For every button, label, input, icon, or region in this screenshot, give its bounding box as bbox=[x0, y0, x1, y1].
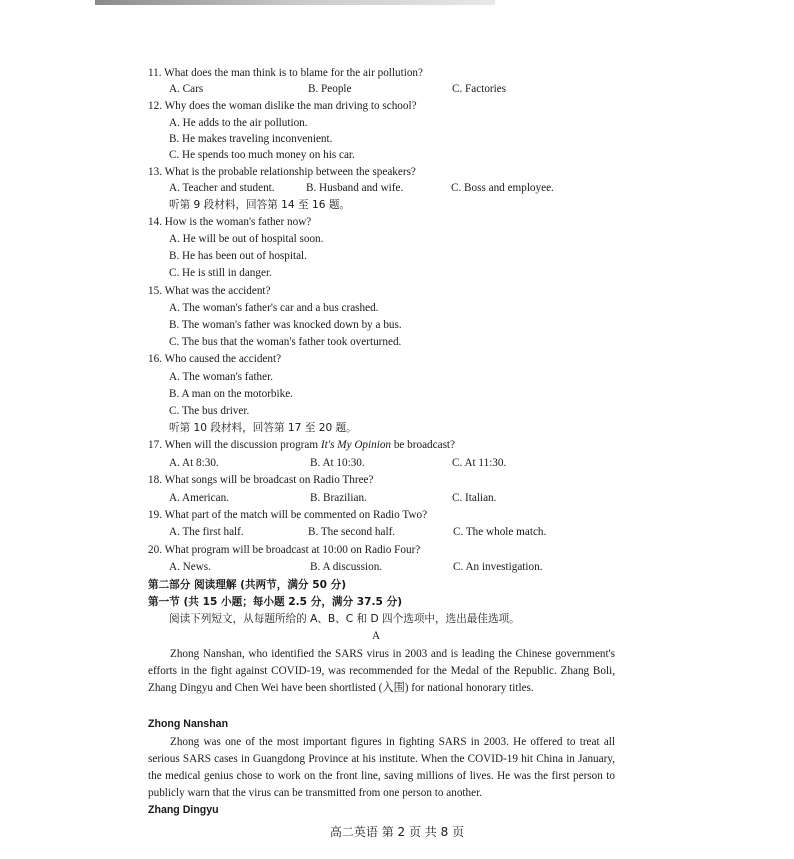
subheading-zhang-dingyu: Zhang Dingyu bbox=[148, 804, 219, 816]
q16-option-c: C. The bus driver. bbox=[169, 405, 250, 417]
q16-option-a: A. The woman's father. bbox=[169, 371, 274, 383]
q11-option-c: C. Factories bbox=[452, 83, 507, 95]
question-16: 16. Who caused the accident? bbox=[148, 353, 282, 365]
question-19: 19. What part of the match will be commented on Radio Two? bbox=[148, 509, 428, 521]
q17-option-c: C. At 11:30. bbox=[452, 457, 507, 469]
q14-option-a: A. He will be out of hospital soon. bbox=[169, 233, 324, 245]
q17-option-b: B. At 10:30. bbox=[310, 457, 365, 469]
q11-option-a: A. Cars bbox=[169, 83, 204, 95]
q11-option-b: B. People bbox=[308, 83, 352, 95]
q12-option-a: A. He adds to the air pollution. bbox=[169, 117, 308, 129]
q18-option-c: C. Italian. bbox=[452, 492, 497, 504]
passage-intro: Zhong Nanshan, who identified the SARS virus in 2003 and is leading the Chinese government's efforts in the fight against COVID-19, was recommended for the Medal of the Republic. Zhang Boli, Zhang Dingyu and Chen Wei have been shortlisted (入围) for national honorary titles. bbox=[148, 648, 615, 694]
q13-option-a: A. Teacher and student. bbox=[169, 182, 275, 194]
q16-option-b: B. A man on the motorbike. bbox=[169, 388, 293, 400]
program-title: It's My Opinion bbox=[320, 439, 392, 451]
page-footer: 高二英语 第 2 页 共 8 页 bbox=[329, 825, 465, 839]
question-15: 15. What was the accident? bbox=[148, 285, 271, 297]
question-20: 20. What program will be broadcast at 10:00 on Radio Four? bbox=[148, 544, 421, 556]
q15-option-a: A. The woman's father's car and a bus crashed. bbox=[169, 302, 379, 314]
q12-option-c: C. He spends too much money on his car. bbox=[169, 149, 355, 161]
subheading-zhong-nanshan: Zhong Nanshan bbox=[148, 718, 229, 730]
q18-option-a: A. American. bbox=[169, 492, 229, 504]
q20-option-b: B. A discussion. bbox=[310, 561, 383, 573]
q19-option-a: A. The first half. bbox=[169, 526, 244, 538]
instruction-passage-9: 听第 9 段材料，回答第 14 至 16 题。 bbox=[169, 199, 351, 211]
q18-option-b: B. Brazilian. bbox=[310, 492, 367, 504]
q14-option-c: C. He is still in danger. bbox=[169, 267, 272, 279]
q19-option-c: C. The whole match. bbox=[453, 526, 547, 538]
instruction-passage-10: 听第 10 段材料，回答第 17 至 20 题。 bbox=[169, 422, 357, 434]
part2-heading: 第二部分 阅读理解 (共两节，满分 50 分) bbox=[148, 579, 347, 591]
question-11: 11. What does the man think is to blame for the air pollution? bbox=[148, 67, 423, 79]
section1-heading: 第一节 (共 15 小题；每小题 2.5 分，满分 37.5 分) bbox=[148, 596, 403, 608]
reading-directions: 阅读下列短文，从每题所给的 A、B、C 和 D 四个选项中，选出最佳选项。 bbox=[169, 613, 520, 625]
question-12: 12. Why does the woman dislike the man driving to school? bbox=[148, 100, 417, 112]
q12-option-b: B. He makes traveling inconvenient. bbox=[169, 133, 333, 145]
q14-option-b: B. He has been out of hospital. bbox=[169, 250, 307, 262]
q20-option-c: C. An investigation. bbox=[453, 561, 543, 573]
passage-letter: A bbox=[372, 630, 381, 642]
q13-option-b: B. Husband and wife. bbox=[306, 182, 404, 194]
scan-edge bbox=[95, 0, 495, 5]
q17-option-a: A. At 8:30. bbox=[169, 457, 219, 469]
question-14: 14. How is the woman's father now? bbox=[148, 216, 312, 228]
question-18: 18. What songs will be broadcast on Radio Three? bbox=[148, 474, 374, 486]
q20-option-a: A. News. bbox=[169, 561, 211, 573]
question-17: 17. When will the discussion program It's My Opinion be broadcast? bbox=[148, 439, 455, 451]
q13-option-c: C. Boss and employee. bbox=[451, 182, 554, 194]
q15-option-b: B. The woman's father was knocked down by a bus. bbox=[169, 319, 402, 331]
question-13: 13. What is the probable relationship between the speakers? bbox=[148, 166, 416, 178]
passage-zhong-nanshan: Zhong was one of the most important figures in fighting SARS in 2003. He offered to treat all serious SARS cases in Guangdong Province at his institute. When the COVID-19 hit China in January, the medical genius chose to work on the front line, saving millions of lives. He was the first person to publicly warn that the virus can be transmitted from one person to another. bbox=[148, 736, 615, 799]
q15-option-c: C. The bus that the woman's father took overturned. bbox=[169, 336, 402, 348]
q19-option-b: B. The second half. bbox=[308, 526, 396, 538]
